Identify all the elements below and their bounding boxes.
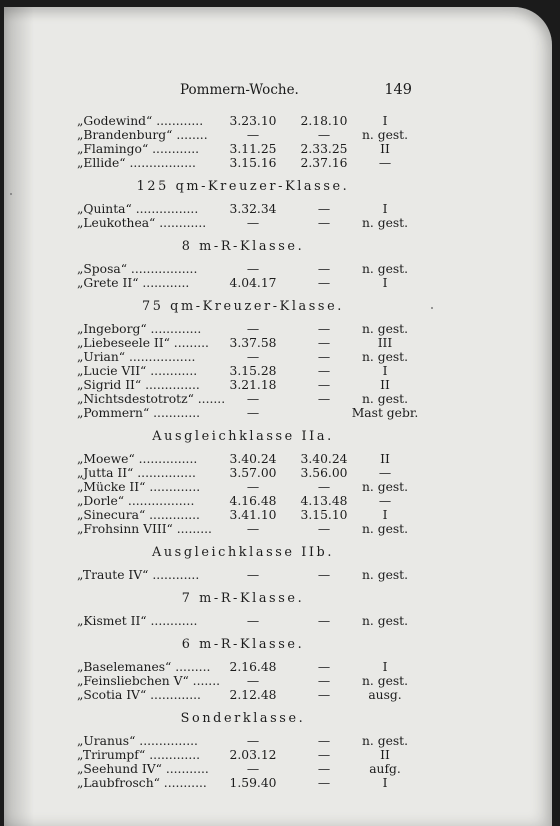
boat-name: „Flamingo“ ............ <box>77 142 200 156</box>
class-heading: 8 m-R-Klasse. <box>181 239 305 254</box>
corrected-time: 3.15.10 <box>300 508 348 522</box>
corrected-time: — <box>317 748 331 762</box>
placing: — <box>378 466 392 480</box>
placing: n. gest. <box>361 734 409 748</box>
result-row <box>74 378 394 392</box>
placing: II <box>380 452 390 466</box>
boat-name: „Lucie VII“ ............ <box>77 364 198 378</box>
placing: n. gest. <box>361 262 409 276</box>
result-row <box>74 322 409 336</box>
elapsed-time: — <box>246 674 260 688</box>
class-heading: 75 qm-Kreuzer-Klasse. <box>142 299 344 314</box>
result-row <box>74 674 409 688</box>
elapsed-time: 3.15.28 <box>229 364 277 378</box>
placing: I <box>382 508 388 522</box>
corrected-time: — <box>317 276 331 290</box>
placing: — <box>378 494 392 508</box>
class-heading: Sonderklasse. <box>180 711 306 726</box>
class-heading: 6 m-R-Klasse. <box>181 637 305 652</box>
boat-name: „Quinta“ ................ <box>77 202 199 216</box>
placing: I <box>382 776 388 790</box>
result-row <box>74 128 409 142</box>
boat-name: „Trirumpf“ ............. <box>77 748 201 762</box>
result-row <box>74 522 409 536</box>
speck-mark <box>431 307 433 309</box>
corrected-time: — <box>317 216 331 230</box>
corrected-time: 2.33.25 <box>300 142 348 156</box>
book-page <box>4 7 552 826</box>
boat-name: „Grete II“ ............ <box>77 276 190 290</box>
corrected-time: — <box>317 660 331 674</box>
result-row <box>74 614 409 628</box>
class-heading: 125 qm-Kreuzer-Klasse. <box>136 179 350 194</box>
elapsed-time: 3.23.10 <box>229 114 277 128</box>
result-row <box>74 392 409 406</box>
result-row <box>74 156 394 170</box>
boat-name: „Dorle“ ................. <box>77 494 195 508</box>
boat-name: „Scotia IV“ ............. <box>77 688 201 702</box>
boat-name: „Sposa“ ................. <box>77 262 198 276</box>
class-heading: 7 m-R-Klasse. <box>181 591 305 606</box>
elapsed-time: 1.59.40 <box>229 776 277 790</box>
elapsed-time: 3.32.34 <box>229 202 277 216</box>
boat-name: „Frohsinn VIII“ ......... <box>77 522 212 536</box>
elapsed-time: — <box>246 406 260 420</box>
boat-name: „Jutta II“ ............... <box>77 466 196 480</box>
placing: n. gest. <box>361 350 409 364</box>
corrected-time: 2.37.16 <box>300 156 348 170</box>
placing: II <box>380 378 390 392</box>
boat-name: „Moewe“ ............... <box>77 452 198 466</box>
result-row <box>74 406 419 420</box>
corrected-time: — <box>317 734 331 748</box>
result-row <box>74 452 394 466</box>
class-heading: Ausgleichklasse IIa. <box>152 429 334 444</box>
elapsed-time: — <box>246 568 260 582</box>
boat-name: „Seehund IV“ ........... <box>77 762 209 776</box>
result-row <box>74 480 409 494</box>
elapsed-time: 3.21.18 <box>229 378 277 392</box>
placing: n. gest. <box>361 614 409 628</box>
corrected-time: — <box>317 350 331 364</box>
page-number: 149 <box>384 82 412 98</box>
boat-name: „Traute IV“ ............ <box>77 568 200 582</box>
corrected-time: — <box>317 392 331 406</box>
boat-name: „Ingeborg“ ............. <box>77 322 202 336</box>
running-title: Pommern-Woche. <box>180 82 299 98</box>
placing: I <box>382 202 388 216</box>
placing: n. gest. <box>361 674 409 688</box>
corrected-time: — <box>317 322 331 336</box>
result-row <box>74 568 409 582</box>
page-spine-shadow <box>4 7 34 826</box>
elapsed-time: — <box>246 614 260 628</box>
result-row <box>74 350 409 364</box>
corrected-time: 2.18.10 <box>300 114 348 128</box>
placing: I <box>382 114 388 128</box>
corrected-time: — <box>317 762 331 776</box>
elapsed-time: 4.04.17 <box>229 276 277 290</box>
elapsed-time: 4.16.48 <box>229 494 277 508</box>
corrected-time: — <box>317 202 331 216</box>
elapsed-time: — <box>246 392 260 406</box>
corrected-time: 3.56.00 <box>300 466 348 480</box>
elapsed-time: 2.03.12 <box>229 748 277 762</box>
placing: — <box>378 156 392 170</box>
corrected-time: — <box>317 688 331 702</box>
result-row <box>74 202 394 216</box>
result-row <box>74 142 394 156</box>
result-row <box>74 466 394 480</box>
elapsed-time: 3.57.00 <box>229 466 277 480</box>
boat-name: „Pommern“ ............ <box>77 406 201 420</box>
boat-name: „Feinsliebchen V“ ....... <box>77 674 221 688</box>
boat-name: „Urian“ ................. <box>77 350 196 364</box>
elapsed-time: — <box>246 216 260 230</box>
placing: n. gest. <box>361 480 409 494</box>
corrected-time: — <box>317 522 331 536</box>
elapsed-time: — <box>246 262 260 276</box>
result-row <box>74 216 409 230</box>
elapsed-time: 3.11.25 <box>229 142 277 156</box>
corrected-time: — <box>317 262 331 276</box>
result-row <box>74 336 394 350</box>
elapsed-time: — <box>246 350 260 364</box>
placing: n. gest. <box>361 216 409 230</box>
corrected-time: — <box>317 480 331 494</box>
placing: n. gest. <box>361 128 409 142</box>
placing: n. gest. <box>361 322 409 336</box>
boat-name: „Kismet II“ ............ <box>77 614 198 628</box>
elapsed-time: — <box>246 522 260 536</box>
result-row <box>74 660 394 674</box>
placing: ausg. <box>368 688 402 702</box>
placing: I <box>382 660 388 674</box>
placing: II <box>380 748 390 762</box>
corrected-time: 4.13.48 <box>300 494 348 508</box>
elapsed-time: 3.41.10 <box>229 508 277 522</box>
elapsed-time: — <box>246 480 260 494</box>
boat-name: „Brandenburg“ ........ <box>77 128 208 142</box>
placing: II <box>380 142 390 156</box>
elapsed-time: — <box>246 322 260 336</box>
elapsed-time: — <box>246 128 260 142</box>
result-row <box>74 776 394 790</box>
boat-name: „Laubfrosch“ ........... <box>77 776 207 790</box>
boat-name: „Sinecura“ ............. <box>77 508 200 522</box>
placing: III <box>377 336 393 350</box>
elapsed-time: — <box>246 762 260 776</box>
result-row <box>74 494 394 508</box>
placing: I <box>382 276 388 290</box>
boat-name: „Uranus“ ............... <box>77 734 198 748</box>
elapsed-time: — <box>246 734 260 748</box>
elapsed-time: 3.40.24 <box>229 452 277 466</box>
corrected-time: — <box>317 128 331 142</box>
corrected-time: — <box>317 776 331 790</box>
boat-name: „Nichtsdestotrotz“ ....... <box>77 392 226 406</box>
elapsed-time: 3.37.58 <box>229 336 277 350</box>
boat-name: „Ellide“ ................. <box>77 156 196 170</box>
corrected-time: — <box>317 378 331 392</box>
corrected-time: — <box>317 674 331 688</box>
placing: n. gest. <box>361 392 409 406</box>
corrected-time: — <box>317 614 331 628</box>
result-row <box>74 748 394 762</box>
corrected-time: — <box>317 336 331 350</box>
class-heading: Ausgleichklasse IIb. <box>151 545 335 560</box>
elapsed-time: 2.16.48 <box>229 660 277 674</box>
result-row <box>74 762 401 776</box>
elapsed-time: 2.12.48 <box>229 688 277 702</box>
speck-mark <box>10 193 12 195</box>
corrected-time: 3.40.24 <box>300 452 348 466</box>
placing: n. gest. <box>361 522 409 536</box>
result-row <box>74 276 394 290</box>
result-row <box>74 262 409 276</box>
results-listing <box>74 114 419 790</box>
corrected-time: — <box>317 364 331 378</box>
result-row <box>74 508 394 522</box>
boat-name: „Liebeseele II“ ......... <box>77 336 209 350</box>
boat-name: „Mücke II“ ............. <box>77 480 201 494</box>
boat-name: „Baselemanes“ ......... <box>77 660 211 674</box>
boat-name: „Sigrid II“ .............. <box>77 378 200 392</box>
placing: aufg. <box>369 762 401 776</box>
result-row <box>74 688 402 702</box>
placing: Mast gebr. <box>351 406 419 420</box>
boat-name: „Godewind“ ............ <box>77 114 204 128</box>
placing: n. gest. <box>361 568 409 582</box>
elapsed-time: 3.15.16 <box>229 156 277 170</box>
placing: I <box>382 364 388 378</box>
result-row <box>74 364 394 378</box>
boat-name: „Leukothea“ ............ <box>77 216 207 230</box>
result-row <box>74 114 394 128</box>
corrected-time: — <box>317 568 331 582</box>
result-row <box>74 734 409 748</box>
